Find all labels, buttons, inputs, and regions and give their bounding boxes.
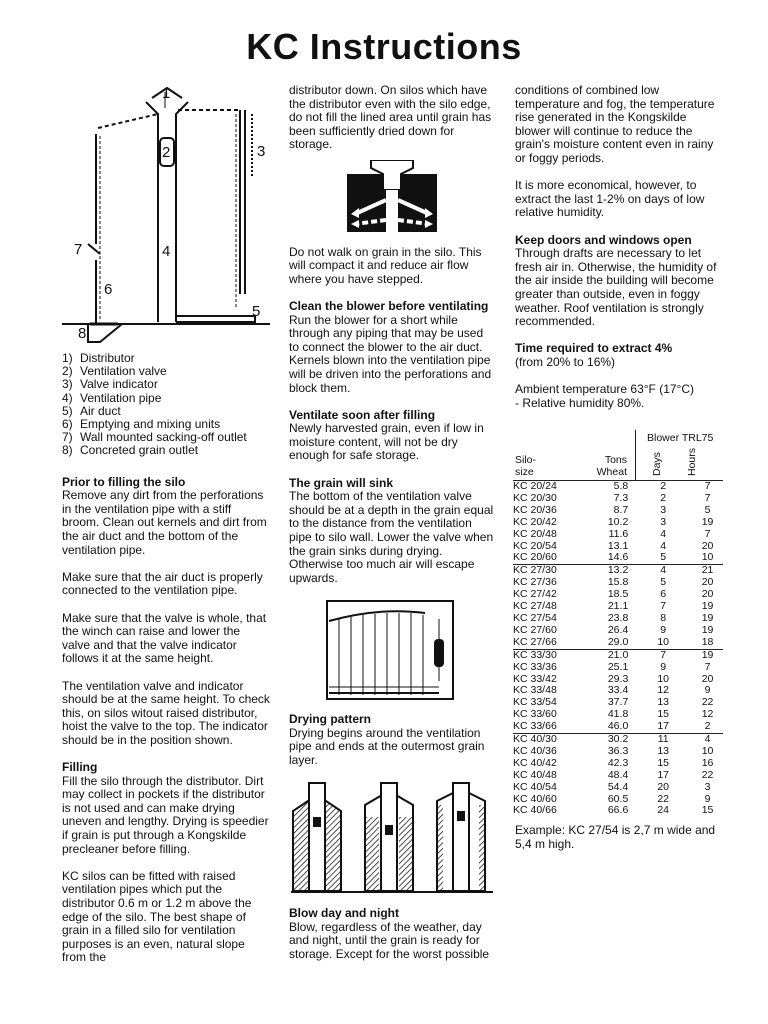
drying-heading: Drying pattern (289, 712, 372, 726)
table-row (513, 770, 723, 782)
column-2 (289, 84, 495, 975)
hours-cell: 10 (701, 551, 714, 564)
ambient-line-1: Ambient temperature 63°F (17°C) (515, 382, 695, 397)
filling-paragraph-2: KC silos can be fitted with raised ventilation pipes which put the distributor 0.6 m or 1.2 m above the edge of the silo. The best shape of grain in a filled silo for ventilation purposes is an even, natural slope from the (62, 868, 252, 965)
tons-wheat-cell: 21.0 (585, 649, 628, 661)
callout-1: 1 (162, 85, 171, 102)
tons-wheat-cell: 29.0 (607, 635, 629, 648)
drying-paragraph: Drying begins around the ventilation pipe and ends at the outermost grain layer. (289, 725, 485, 767)
prior-paragraph-2: Make sure that the air duct is properly connected to the ventilation pipe. (62, 569, 263, 598)
days-cell: 5 (660, 551, 667, 564)
doors-paragraph: Through drafts are necessary to let fresh air in. Otherwise, the humidity of the air inside the building will become greater than outside, even in foggy weather. Roof ventilation is strongly recommended. (515, 246, 717, 329)
distributor-diagram (289, 160, 495, 238)
days-cell: 8 (660, 611, 667, 624)
days-cell: 15 (657, 756, 670, 769)
col-header-days: Days (651, 452, 663, 476)
hours-cell: 22 (701, 768, 714, 781)
hours-cell: 2 (704, 720, 711, 733)
silo-size-cell: KC 40/54 (513, 780, 557, 793)
tons-wheat-cell: 48.4 (607, 768, 629, 781)
days-cell: 2 (660, 480, 667, 492)
tons-wheat-cell: 18.5 (607, 588, 629, 601)
tons-wheat-cell: 14.6 (607, 551, 629, 564)
example-note: Example: KC 27/54 is 2,7 m wide and 5,4 m high. (515, 823, 716, 851)
prior-paragraph-1: Remove any dirt from the perforations in the ventilation pipe with a stiff broom. Clean out kernels and dirt from the air duct and the bottom of the ventilation pipe. (62, 488, 267, 557)
silo-size-cell: KC 40/66 (513, 804, 557, 817)
hours-cell: 7 (704, 491, 711, 504)
tons-wheat-cell: 41.8 (607, 708, 629, 721)
table-row (513, 758, 723, 770)
drying-pattern-diagram (289, 781, 495, 901)
filling-heading: Filling (62, 760, 98, 775)
prior-heading: Prior to filling the silo (62, 474, 186, 489)
tons-wheat-cell: 10.2 (607, 515, 629, 528)
legend-item: 8) Concreted grain outlet (62, 443, 199, 458)
silo-size-cell: KC 27/54 (513, 611, 557, 624)
tons-wheat-cell: 7.3 (613, 491, 629, 504)
col-header-silo: Silo- size (515, 454, 537, 478)
winch-diagram (289, 599, 495, 703)
legend-item: 1) Distributor (62, 351, 135, 365)
days-cell: 12 (657, 684, 670, 697)
days-cell: 6 (660, 588, 667, 601)
table-row (513, 662, 723, 674)
time-subheading: (from 20% to 16%) (515, 354, 616, 369)
days-cell: 7 (660, 600, 667, 613)
silo-size-cell: KC 33/66 (513, 720, 557, 733)
silo-size-cell: KC 40/60 (513, 792, 557, 805)
tons-wheat-cell: 13.2 (585, 565, 628, 577)
silo-diagram (60, 84, 275, 346)
prior-paragraph-3: Make sure that the valve is whole, that the winch can raise and lower the valve and that the valve indicator follows it at the same height. (62, 610, 267, 666)
table-row (513, 517, 723, 529)
silo-size-cell: KC 33/42 (513, 672, 557, 685)
days-cell: 17 (657, 720, 670, 733)
hours-cell: 20 (701, 672, 714, 685)
table-row (513, 637, 723, 649)
callout-3: 3 (257, 143, 266, 160)
blow-paragraph: Blow, regardless of the weather, day and night, until the grain is ready for storage. Except for the worst possible (289, 919, 490, 961)
hours-cell: 19 (701, 600, 714, 613)
filling-paragraph-1: Fill the silo through the distributor. Dirt may collect in pockets if the distributor is not used and can make drying uneven and lengthy. Drying is speedier if grain is put through a Kongskilde precleaner before filling. (62, 773, 269, 856)
legend-item: 6) Emptying and mixing units (62, 417, 221, 432)
days-cell: 4 (660, 527, 667, 540)
tons-wheat-cell: 5.8 (613, 480, 629, 492)
days-cell: 5 (660, 576, 667, 589)
table-row (513, 649, 723, 661)
tons-wheat-cell: 11.6 (608, 527, 629, 540)
doors-heading: Keep doors and windows open (515, 232, 692, 247)
hours-cell: 7 (704, 480, 711, 492)
silo-size-cell: KC 27/60 (513, 623, 557, 636)
sink-heading: The grain will sink (289, 475, 394, 490)
table-row (513, 529, 723, 541)
tons-wheat-cell: 23.8 (607, 611, 629, 624)
table-row (513, 721, 723, 733)
days-cell: 4 (660, 539, 667, 552)
silo-size-cell: KC 27/36 (513, 576, 557, 589)
conditions-paragraph: conditions of combined low temperature and fog, the temperature rise generated in the Kongskilde blower will continue to reduce the grain's moisture content even in rainy or foggy periods. (515, 83, 715, 165)
tons-wheat-cell: 29.3 (607, 672, 629, 685)
legend-item: 3) Valve indicator (62, 377, 158, 392)
days-cell: 13 (657, 696, 670, 709)
table-row (513, 805, 723, 817)
silo-size-cell: KC 40/30 (513, 734, 585, 746)
parts-legend (62, 352, 270, 458)
hours-cell: 22 (701, 696, 714, 709)
hours-cell: 4 (692, 734, 723, 746)
days-cell: 20 (657, 780, 670, 793)
hours-cell: 18 (701, 635, 714, 648)
legend-item: 4) Ventilation pipe (62, 390, 162, 405)
blow-heading: Blow day and night (289, 905, 399, 920)
tons-wheat-cell: 13.1 (607, 539, 629, 552)
days-cell: 10 (657, 672, 670, 685)
hours-cell: 9 (704, 792, 711, 805)
silo-size-cell: KC 20/48 (513, 527, 557, 540)
tons-wheat-cell: 21.1 (607, 600, 629, 613)
silo-size-cell: KC 40/36 (513, 744, 557, 757)
hours-cell: 20 (701, 539, 714, 552)
callout-4: 4 (162, 243, 171, 260)
silo-size-cell: KC 20/60 (513, 551, 557, 564)
silo-size-cell: KC 27/42 (513, 588, 557, 601)
table-row (513, 552, 723, 564)
hours-cell: 19 (701, 515, 714, 528)
hours-cell: 10 (701, 744, 714, 757)
days-cell: 13 (657, 744, 670, 757)
tons-wheat-cell: 54.4 (607, 780, 629, 793)
callout-8: 8 (78, 325, 87, 342)
tons-wheat-cell: 60.5 (607, 792, 629, 805)
time-heading: Time required to extract 4% (515, 341, 673, 356)
hours-cell: 3 (704, 780, 711, 793)
economical-paragraph: It is more economical, however, to extract the last 1-2% on days of low relative humidity. (515, 178, 705, 220)
silo-size-cell: KC 27/30 (513, 565, 585, 577)
silo-size-cell: KC 40/48 (513, 768, 557, 781)
hours-cell: 5 (704, 503, 711, 516)
prior-paragraph-4: The ventilation valve and indicator should be at the same height. To check this, on silos witout raised distributor, hoist the valve to the top. The indicator should be in the position shown. (62, 678, 270, 747)
silo-size-cell: KC 33/36 (513, 660, 557, 673)
callout-7: 7 (74, 241, 83, 258)
hours-cell: 7 (704, 527, 711, 540)
silo-size-cell: KC 20/42 (513, 515, 557, 528)
tons-wheat-cell: 8.7 (613, 503, 629, 516)
silo-size-cell: KC 20/30 (513, 491, 557, 504)
column-1 (62, 352, 270, 979)
days-cell: 2 (660, 491, 667, 504)
days-cell: 7 (628, 649, 692, 661)
days-cell: 3 (660, 515, 667, 528)
tons-wheat-cell: 37.7 (607, 696, 629, 709)
page-title: KC Instructions (246, 26, 522, 67)
hours-cell: 19 (701, 623, 714, 636)
days-cell: 15 (657, 708, 670, 721)
legend-item: 7) Wall mounted sacking-off outlet (62, 430, 247, 445)
days-cell: 11 (628, 734, 692, 746)
sink-paragraph: The bottom of the ventilation valve should be at a depth in the grain equal to the distance from the ventilation pipe to silo wall. Lower the valve when the grain sinks during drying. Otherwise too much air will escape upwards. (289, 489, 494, 585)
days-cell: 9 (660, 660, 667, 673)
legend-item: 5) Air duct (62, 403, 121, 418)
days-cell: 3 (660, 503, 667, 516)
ambient-line-2: - Relative humidity 80%. (515, 395, 645, 410)
tons-wheat-cell: 33.4 (607, 684, 629, 697)
hours-cell: 16 (701, 756, 714, 769)
tons-wheat-cell: 66.6 (607, 804, 629, 817)
silo-size-cell: KC 27/48 (513, 600, 557, 613)
tons-wheat-cell: 25.1 (607, 660, 629, 673)
tons-wheat-cell: 42.3 (607, 756, 629, 769)
hours-cell: 15 (701, 804, 714, 817)
days-cell: 10 (657, 635, 670, 648)
table-body (513, 481, 723, 817)
blower-label: Blower TRL75 (647, 432, 714, 444)
walk-paragraph: Do not walk on grain in the silo. This will compact it and reduce air flow where you have stepped. (289, 244, 482, 286)
silo-size-cell: KC 20/24 (513, 480, 557, 492)
silo-size-cell: KC 33/30 (513, 649, 585, 661)
callout-5: 5 (252, 303, 261, 320)
clean-heading: Clean the blower before ventilating (289, 298, 489, 313)
clean-paragraph: Run the blower for a short while through any piping that may be used to connect the blower to the air duct. Kernels blown into the ventilation pipe will be driven into the perforations and block them. (289, 312, 492, 395)
col-header-tons: Tons Wheat (596, 454, 627, 478)
tons-wheat-cell: 46.0 (607, 720, 629, 733)
silo-size-cell: KC 27/66 (513, 635, 557, 648)
hours-cell: 19 (701, 611, 714, 624)
silo-size-cell: KC 33/48 (513, 684, 557, 697)
days-cell: 4 (628, 565, 692, 577)
ventilate-paragraph: Newly harvested grain, even if low in moisture content, will not be dry enough for safe storage. (289, 421, 484, 463)
callout-2: 2 (162, 144, 171, 161)
silo-size-cell: KC 20/36 (513, 503, 557, 516)
table-row (513, 505, 723, 517)
silo-size-cell: KC 40/42 (513, 756, 557, 769)
tons-wheat-cell: 36.3 (607, 744, 629, 757)
table-row (513, 782, 723, 794)
table-header (513, 430, 723, 481)
days-cell: 9 (660, 623, 667, 636)
distributor-paragraph: distributor down. On silos which have the distributor even with the silo edge, do not fill the lined area until grain has been sufficiently dried down for storage. (289, 83, 492, 152)
col-header-hours: Hours (686, 447, 698, 476)
hours-cell: 20 (701, 576, 714, 589)
tons-wheat-cell: 30.2 (585, 734, 628, 746)
ventilate-heading: Ventilate soon after filling (289, 407, 436, 422)
hours-cell: 7 (704, 660, 711, 673)
hours-cell: 21 (692, 565, 723, 577)
drying-time-table (513, 430, 723, 817)
column-3 (515, 84, 725, 410)
hours-cell: 20 (701, 588, 714, 601)
silo-size-cell: KC 20/54 (513, 539, 557, 552)
silo-size-cell: KC 33/54 (513, 696, 557, 709)
days-cell: 24 (657, 804, 670, 817)
days-cell: 17 (657, 768, 670, 781)
table-row (513, 625, 723, 637)
days-cell: 22 (657, 792, 670, 805)
silo-size-cell: KC 33/60 (513, 708, 557, 721)
callout-6: 6 (104, 281, 113, 298)
tons-wheat-cell: 15.8 (607, 576, 629, 589)
hours-cell: 19 (692, 649, 723, 661)
hours-cell: 9 (704, 684, 711, 697)
tons-wheat-cell: 26.4 (607, 623, 629, 636)
legend-item: 2) Ventilation valve (62, 364, 167, 379)
hours-cell: 12 (701, 708, 714, 721)
